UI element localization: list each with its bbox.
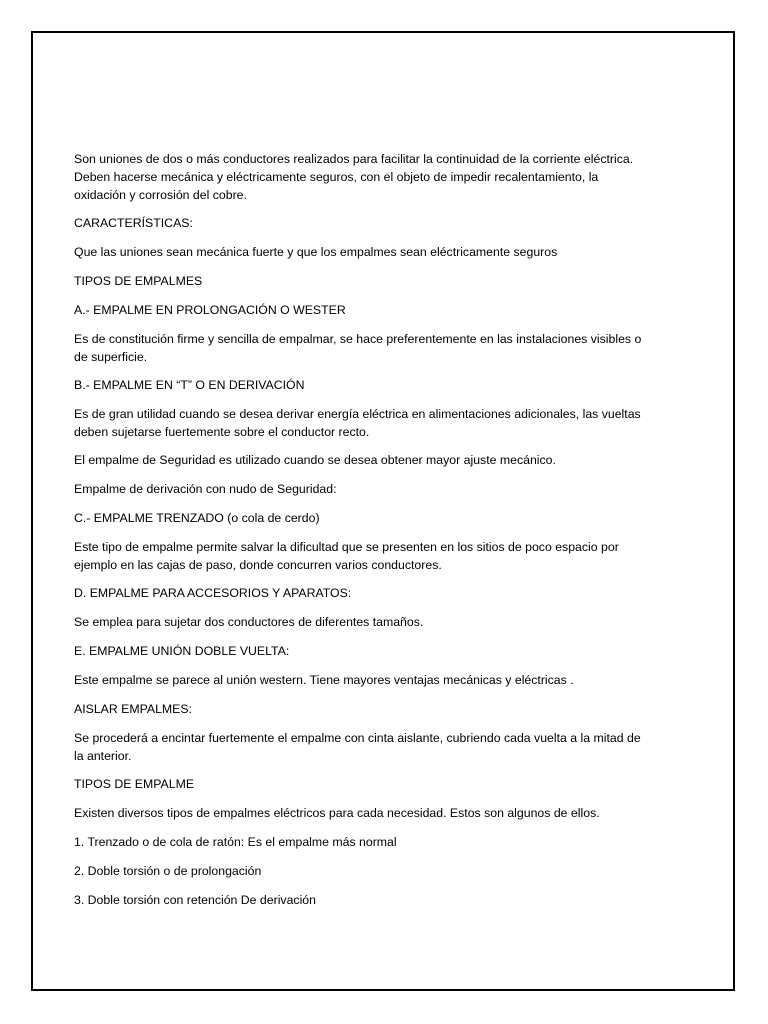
- document-body: [74, 150, 644, 920]
- list-item-3: 3. Doble torsión con retención De derivación: [74, 893, 316, 907]
- paragraph-aislar-empalmes: Se procederá a encintar fuertemente el empalme con cinta aislante, cubriendo cada vuelta a la mitad de la anterior.: [74, 731, 641, 763]
- heading-empalme-prolongacion: A.- EMPALME EN PROLONGACIÓN O WESTER: [74, 303, 346, 317]
- heading-empalme-trenzado: C.- EMPALME TRENZADO (o cola de cerdo): [74, 511, 320, 525]
- heading-empalme-derivacion: B.- EMPALME EN “T” O EN DERIVACIÓN: [74, 378, 305, 392]
- heading-empalme-accesorios: D. EMPALME PARA ACCESORIOS Y APARATOS:: [74, 586, 352, 600]
- heading-tipos-de-empalme: TIPOS DE EMPALME: [74, 777, 195, 791]
- list-item-2: 2. Doble torsión o de prolongación: [74, 864, 262, 878]
- paragraph-empalme-doble-vuelta: Este empalme se parece al unión western. Tiene mayores ventajas mecánicas y eléctricas .: [74, 673, 574, 687]
- paragraph-empalme-derivacion: Es de gran utilidad cuando se desea derivar energía eléctrica en alimentaciones adicionales, las vueltas deben sujetarse fuertemente sobre el conductor recto.: [74, 407, 641, 439]
- paragraph-empalme-prolongacion: Es de constitución firme y sencilla de empalmar, se hace preferentemente en las instalaciones visibles o de superficie.: [74, 332, 642, 364]
- paragraph-tipos-de-empalme: Existen diversos tipos de empalmes eléctricos para cada necesidad. Estos son algunos de ellos.: [74, 806, 600, 820]
- paragraph-empalme-trenzado: Este tipo de empalme permite salvar la dificultad que se presenten en los sitios de poco espacio por ejemplo en las cajas de paso, donde concurren varios conductores.: [74, 540, 619, 572]
- list-item-1: 1. Trenzado o de cola de ratón: Es el empalme más normal: [74, 835, 397, 849]
- heading-aislar-empalmes: AISLAR EMPALMES:: [74, 702, 192, 716]
- heading-tipos-de-empalmes: TIPOS DE EMPALMES: [74, 274, 203, 288]
- paragraph-empalme-seguridad: El empalme de Seguridad es utilizado cuando se desea obtener mayor ajuste mecánico.: [74, 453, 556, 467]
- paragraph-nudo-seguridad: Empalme de derivación con nudo de Seguridad:: [74, 482, 337, 496]
- paragraph-caracteristicas: Que las uniones sean mecánica fuerte y que los empalmes sean eléctricamente seguros: [74, 245, 558, 259]
- paragraph-intro: Son uniones de dos o más conductores realizados para facilitar la continuidad de la corriente eléctrica. Deben hacerse mecánica y eléctricamente seguros, con el objeto de impedir recalentamiento, la oxidación y corrosión del cobre.: [74, 152, 634, 202]
- heading-caracteristicas: CARACTERÍSTICAS:: [74, 216, 193, 230]
- paragraph-empalme-accesorios: Se emplea para sujetar dos conductores de diferentes tamaños.: [74, 615, 424, 629]
- heading-empalme-doble-vuelta: E. EMPALME UNIÓN DOBLE VUELTA:: [74, 644, 290, 658]
